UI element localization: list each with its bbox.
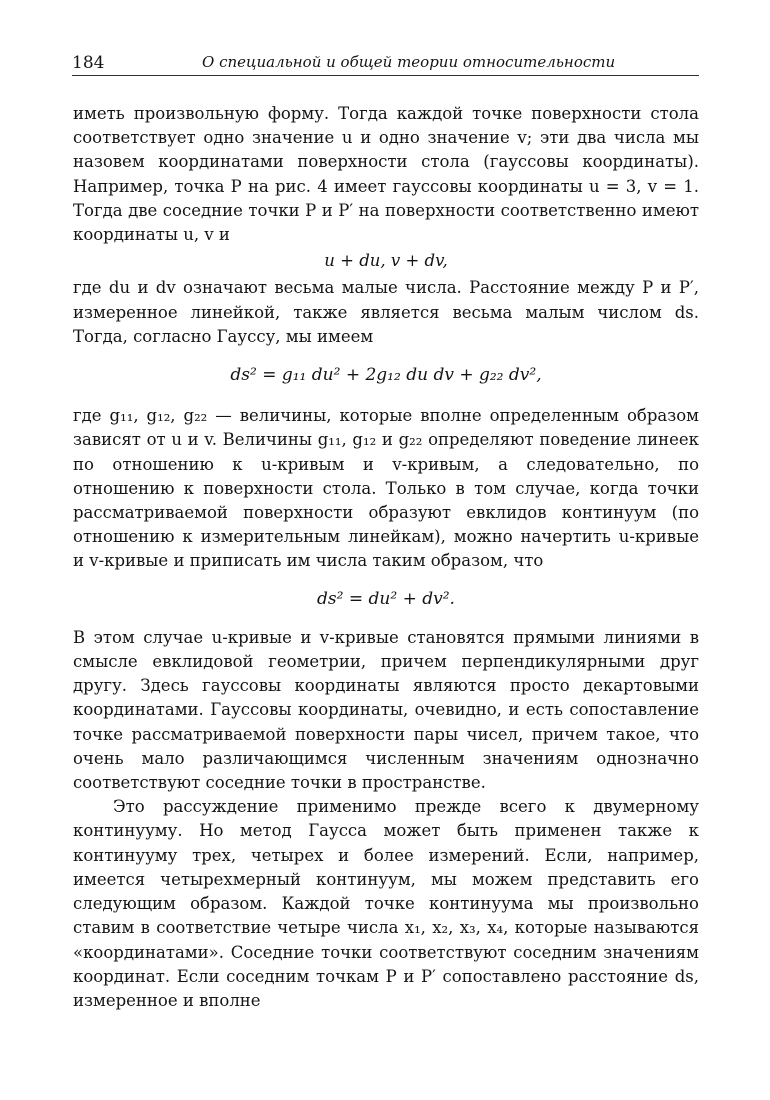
running-title: О специальной и общей теории относительности [202, 53, 616, 71]
paragraph-2: где du и dv означают весьма малые числа. Расстояние между P и P′, измеренное линейкой, также является весьма малым числом ds. Тогда, согласно Гауссу, мы имеем [73, 278, 699, 346]
equation-line-element: ds² = g₁₁ du² + 2g₁₂ du dv + g₂₂ dv², [230, 365, 542, 386]
equation-euclidean: ds² = du² + dv². [317, 588, 455, 609]
paragraph-4: В этом случае u-кривые и v-кривые становятся прямыми линиями в смысле евклидовой геометрии, причем перпендикулярными друг другу. Здесь гауссовы координаты являются просто декартовыми координатами. Гауссовы координаты, очевидно, и есть сопоставление точке рассматриваемой поверхности пары чисел, причем такое, что очень мало различающимся численным значениям однозначно соответствуют соседние точки в пространстве. [73, 627, 699, 793]
body-text [73, 102, 699, 1013]
page-number: 184 [72, 53, 105, 73]
paragraph-3: где g₁₁, g₁₂, g₂₂ — величины, которые вполне определенным образом зависят от u и v. Величины g₁₁, g₁₂ и g₂₂ определяют поведение линеек по отношению к u-кривым и v-кривым, а следовательно, по отношению к поверхности стола. Только в том случае, когда точки рассматриваемой поверхности образуют евклидов континуум (по отношению к измерительным линейкам), можно начертить u-кривые и v-кривые и приписать им числа таким образом, что [73, 406, 699, 571]
paragraph-5: Это рассуждение применимо прежде всего к двумерному континууму. Но метод Гаусса может быть применен также к континууму трех, четырех и более измерений. Если, например, имеется четырехмерный континуум, мы можем представить его следующим образом. Каждой точке континуума мы произвольно ставим в соответствие четыре числа x₁, x₂, x₃, x₄, которые называются «координатами». Соседние точки соответствуют соседним значениям координат. Если соседним точкам P и P′ сопоставлено расстояние ds, измеренное и вполне [73, 797, 699, 1010]
paragraph-1: иметь произвольную форму. Тогда каждой точке поверхности стола соответствует одно значение u и одно значение v; эти два числа мы назовем координатами поверхности стола (гауссовы координаты). Например, точка P на рис. 4 имеет гауссовы координаты u = 3, v = 1. Тогда две соседние точки P и P′ на поверхности соответственно имеют координаты u, v и [73, 104, 699, 245]
page-header [72, 53, 699, 76]
equation-coordinates: u + du, v + dv, [324, 251, 448, 271]
